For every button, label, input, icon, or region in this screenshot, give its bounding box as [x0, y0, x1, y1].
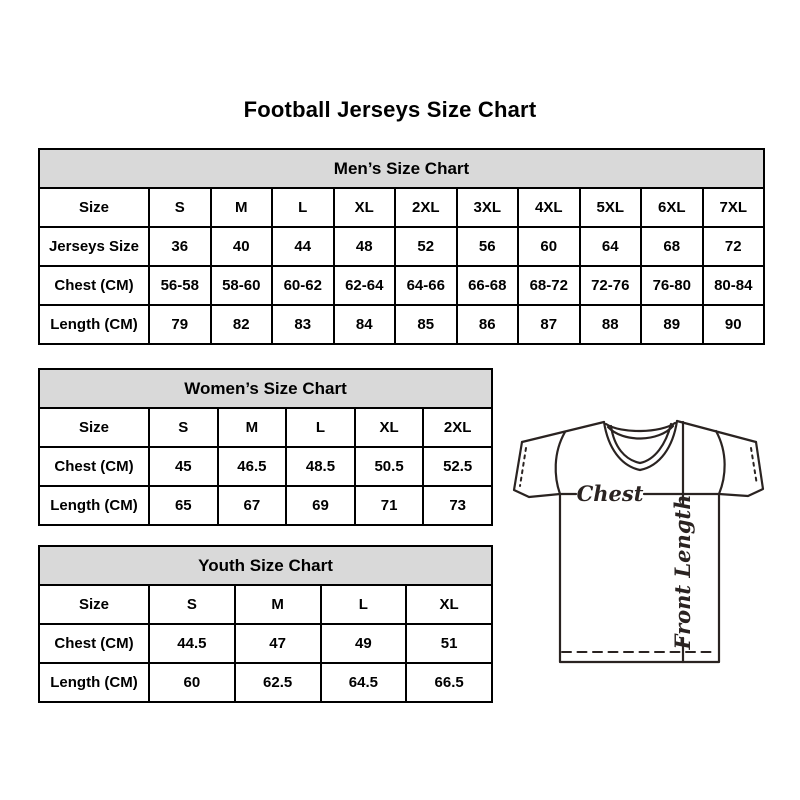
value-cell: 83	[272, 305, 334, 344]
size-cell: M	[211, 188, 273, 227]
value-cell: 56-58	[149, 266, 211, 305]
row-label: Size	[39, 188, 149, 227]
youth-title-row	[39, 546, 492, 585]
value-cell: 85	[395, 305, 457, 344]
size-cell: XL	[334, 188, 396, 227]
row-label: Length (CM)	[39, 663, 149, 702]
size-cell: 5XL	[580, 188, 642, 227]
size-cell: XL	[355, 408, 424, 447]
womens-chest-row	[39, 447, 492, 486]
value-cell: 68-72	[518, 266, 580, 305]
value-cell: 40	[211, 227, 273, 266]
value-cell: 65	[149, 486, 218, 525]
value-cell: 45	[149, 447, 218, 486]
value-cell: 48	[334, 227, 396, 266]
row-label: Jerseys Size	[39, 227, 149, 266]
size-cell: 3XL	[457, 188, 519, 227]
value-cell: 64.5	[321, 663, 407, 702]
size-cell: 6XL	[641, 188, 703, 227]
size-cell: M	[235, 585, 321, 624]
youth-size-table	[38, 545, 493, 703]
value-cell: 87	[518, 305, 580, 344]
value-cell: 69	[286, 486, 355, 525]
row-label: Chest (CM)	[39, 266, 149, 305]
value-cell: 90	[703, 305, 765, 344]
mens-title-row	[39, 149, 764, 188]
value-cell: 56	[457, 227, 519, 266]
value-cell: 66-68	[457, 266, 519, 305]
value-cell: 88	[580, 305, 642, 344]
page-title: Football Jerseys Size Chart	[243, 97, 537, 122]
value-cell: 60-62	[272, 266, 334, 305]
mens-jerseys-size-row	[39, 227, 764, 266]
jersey-measurement-diagram	[504, 409, 769, 674]
row-label: Length (CM)	[39, 305, 149, 344]
womens-table-title: Women’s Size Chart	[39, 369, 492, 408]
value-cell: 52	[395, 227, 457, 266]
size-cell: XL	[406, 585, 492, 624]
value-cell: 64	[580, 227, 642, 266]
mens-size-row	[39, 188, 764, 227]
youth-table-title: Youth Size Chart	[39, 546, 492, 585]
value-cell: 84	[334, 305, 396, 344]
size-cell: L	[286, 408, 355, 447]
row-label: Chest (CM)	[39, 447, 149, 486]
value-cell: 72-76	[580, 266, 642, 305]
youth-chest-row	[39, 624, 492, 663]
size-cell: S	[149, 585, 235, 624]
row-label: Size	[39, 585, 149, 624]
row-label: Length (CM)	[39, 486, 149, 525]
value-cell: 50.5	[355, 447, 424, 486]
value-cell: 80-84	[703, 266, 765, 305]
value-cell: 82	[211, 305, 273, 344]
value-cell: 73	[423, 486, 492, 525]
value-cell: 62-64	[334, 266, 396, 305]
value-cell: 71	[355, 486, 424, 525]
youth-size-row	[39, 585, 492, 624]
row-label: Size	[39, 408, 149, 447]
value-cell: 47	[235, 624, 321, 663]
jersey-right-armhole-seam	[716, 431, 725, 494]
value-cell: 64-66	[395, 266, 457, 305]
size-cell: L	[321, 585, 407, 624]
mens-chest-row	[39, 266, 764, 305]
size-cell: 2XL	[395, 188, 457, 227]
size-cell: L	[272, 188, 334, 227]
womens-title-row	[39, 369, 492, 408]
value-cell: 86	[457, 305, 519, 344]
womens-size-row	[39, 408, 492, 447]
value-cell: 72	[703, 227, 765, 266]
size-cell: 4XL	[518, 188, 580, 227]
chest-measure-label: Chest	[576, 481, 644, 506]
value-cell: 60	[149, 663, 235, 702]
jersey-left-armhole-seam	[556, 432, 565, 494]
womens-size-table	[38, 368, 493, 526]
jersey-left-sleeve	[514, 442, 560, 497]
size-cell: 2XL	[423, 408, 492, 447]
value-cell: 79	[149, 305, 211, 344]
mens-size-table	[38, 148, 765, 345]
value-cell: 60	[518, 227, 580, 266]
value-cell: 52.5	[423, 447, 492, 486]
value-cell: 51	[406, 624, 492, 663]
value-cell: 62.5	[235, 663, 321, 702]
value-cell: 68	[641, 227, 703, 266]
jersey-right-sleeve-stitch-dashed	[751, 448, 757, 485]
youth-length-row	[39, 663, 492, 702]
size-cell: 7XL	[703, 188, 765, 227]
womens-length-row	[39, 486, 492, 525]
value-cell: 89	[641, 305, 703, 344]
value-cell: 48.5	[286, 447, 355, 486]
value-cell: 67	[218, 486, 287, 525]
size-cell: S	[149, 408, 218, 447]
row-label: Chest (CM)	[39, 624, 149, 663]
mens-length-row	[39, 305, 764, 344]
value-cell: 44	[272, 227, 334, 266]
mens-table-title: Men’s Size Chart	[39, 149, 764, 188]
value-cell: 36	[149, 227, 211, 266]
size-cell: M	[218, 408, 287, 447]
value-cell: 44.5	[149, 624, 235, 663]
value-cell: 76-80	[641, 266, 703, 305]
front-length-measure-label: Front Length	[670, 494, 695, 650]
jersey-left-shoulder	[522, 422, 604, 442]
size-cell: S	[149, 188, 211, 227]
value-cell: 49	[321, 624, 407, 663]
value-cell: 58-60	[211, 266, 273, 305]
jersey-collar-back-arc-1	[606, 423, 675, 431]
value-cell: 46.5	[218, 447, 287, 486]
value-cell: 66.5	[406, 663, 492, 702]
jersey-body-outline	[560, 494, 719, 662]
